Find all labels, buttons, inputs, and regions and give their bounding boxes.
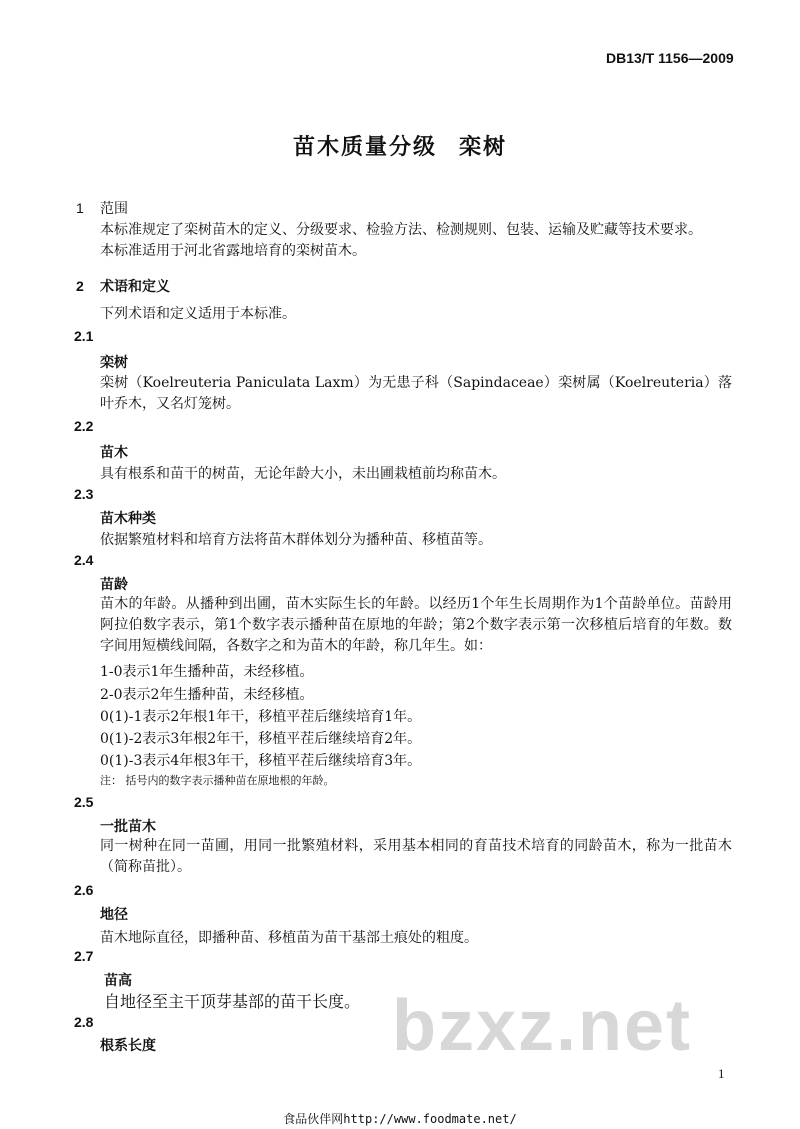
term-definition: 同一树种在同一苗圃，用同一批繁殖材料，采用基本相同的育苗技术培育的同龄苗木，称为一批苗木（简称苗批）。 (100, 838, 732, 875)
section-1-heading (76, 198, 128, 218)
clause-number: 2.5 (74, 794, 94, 810)
footer-source: 食品伙伴网http://www.foodmate.net/ (283, 1112, 517, 1126)
paragraph: 本标准规定了栾树苗木的定义、分级要求、检验方法、检测规则、包装、运输及贮藏等技术要求。 (100, 222, 702, 238)
section-2-heading (76, 276, 170, 296)
term-definition: 栾树（Koelreuteria Paniculata Laxm）为无患子科（Sapindaceae）栾树属（Koelreuteria）落叶乔木，又名灯笼树。 (100, 375, 732, 412)
page-number: 1 (718, 1066, 725, 1081)
example-line: 0(1)-3表示4年根3年干，移植平茬后继续培育3年。 (100, 753, 422, 769)
page-title (0, 130, 800, 161)
section-number: 2 (76, 278, 84, 294)
term-title: 苗木种类 (100, 511, 156, 527)
section-title: 术语和定义 (100, 279, 170, 295)
title-part1: 苗木质量分级 (292, 134, 437, 160)
term-definition: 苗木地际直径，即播种苗、移植苗为苗干基部土痕处的粗度。 (100, 930, 478, 946)
term-definition: 自地径至主干顶芽基部的苗干长度。 (104, 992, 361, 1011)
term-title: 根系长度 (100, 1038, 156, 1054)
section-number: 1 (76, 200, 84, 216)
standard-code: DB13/T 1156—2009 (606, 50, 734, 66)
clause-number: 2.1 (74, 328, 94, 344)
clause-number: 2.8 (74, 1014, 94, 1030)
clause-number: 2.6 (74, 882, 94, 898)
section-title: 范围 (100, 201, 128, 217)
example-line: 0(1)-1表示2年根1年干，移植平茬后继续培育1年。 (100, 709, 422, 725)
term-definition: 具有根系和苗干的树苗，无论年龄大小，未出圃栽植前均称苗木。 (100, 466, 506, 482)
clause-number: 2.3 (74, 486, 94, 502)
term-title: 苗龄 (100, 577, 128, 593)
example-line: 1-0表示1年生播种苗，未经移植。 (100, 664, 314, 680)
term-definition: 依据繁殖材料和培育方法将苗木群体划分为播种苗、移植苗等。 (100, 532, 492, 548)
term-title: 一批苗木 (100, 819, 156, 835)
term-title: 苗木 (100, 445, 128, 461)
term-definition: 苗木的年龄。从播种到出圃，苗木实际生长的年龄。以经历1个年生长周期作为1个苗龄单位。苗龄用阿拉伯数字表示，第1个数字表示播种苗在原地的年龄；第2个数字表示第一次移植后培育的年数。数字间用短横线间隔，各数字之和为苗木的年龄，称几年生。如： (100, 596, 732, 654)
title-part2: 栾树 (459, 134, 508, 160)
example-line: 0(1)-2表示3年根2年干，移植平茬后继续培育2年。 (100, 731, 422, 747)
clause-number: 2.2 (74, 418, 94, 434)
paragraph: 下列术语和定义适用于本标准。 (100, 306, 296, 322)
note: 注： 括号内的数字表示播种苗在原地根的年龄。 (100, 774, 335, 787)
clause-number: 2.7 (74, 948, 94, 964)
term-title: 地径 (100, 907, 128, 923)
example-line: 2-0表示2年生播种苗，未经移植。 (100, 687, 314, 703)
term-title: 栾树 (100, 355, 128, 371)
term-title: 苗高 (104, 973, 132, 989)
paragraph: 本标准适用于河北省露地培育的栾树苗木。 (100, 243, 366, 259)
clause-number: 2.4 (74, 552, 94, 568)
watermark: bzxz.net (392, 986, 693, 1066)
